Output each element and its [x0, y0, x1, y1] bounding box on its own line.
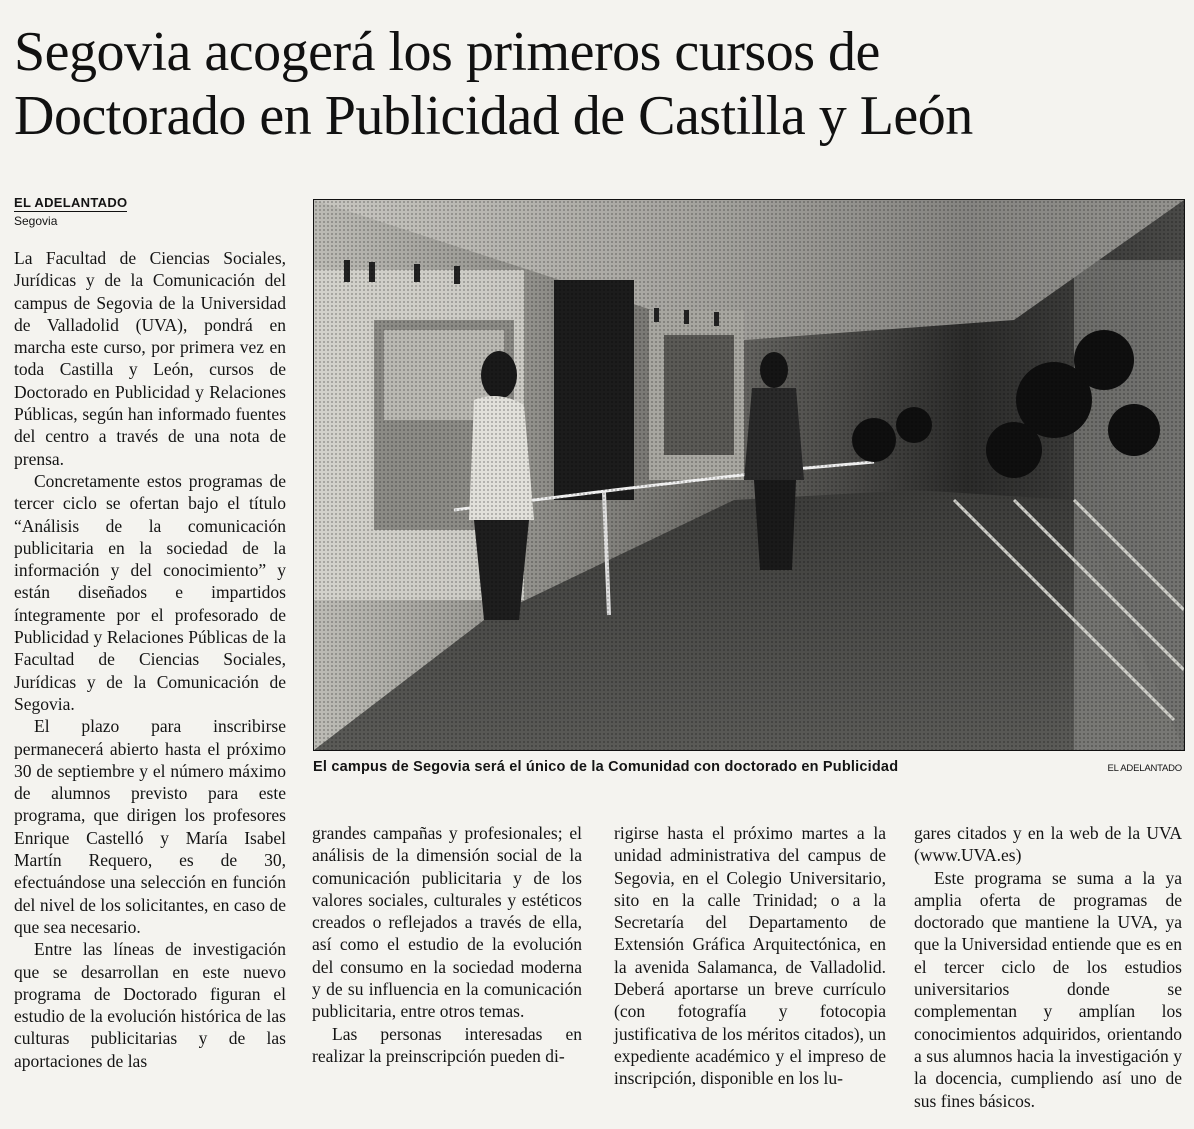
headline [14, 20, 1184, 148]
article-photo [313, 199, 1185, 751]
photo-caption: El campus de Segovia será el único de la Comunidad con doctorado en Publicidad [313, 759, 899, 775]
paragraph: Las personas interesadas en realizar la preinscripción pueden di- [312, 1023, 582, 1066]
paragraph: gares citados y en la web de la UVA (www.UVA.es) [914, 823, 1182, 866]
paragraph: El plazo para inscribirse permanecerá abierto hasta el próximo 30 de septiembre y el número máximo de alumnos previsto para este programa, que dirigen los profesores Enrique Castelló y María Isabel Martín Requero, es de 30, efectuándose una selección en función del nivel de los solicitantes, en caso de que sea necesario. [14, 716, 286, 937]
photo-credit: EL ADELANTADO [1107, 763, 1182, 774]
article-column-2 [312, 822, 582, 1067]
paragraph: grandes campañas y profesionales; el análisis de la dimensión social de la comunicación publicitaria y de los valores sociales, culturales y estéticos creados o reflejados a través de ella, así como el estudio de la evolución del consumo en la sociedad moderna y de su influencia en la comunicación publicitaria, entre otros temas. [312, 823, 582, 1022]
article-column-1 [14, 247, 286, 1072]
byline-agency: EL ADELANTADO [14, 195, 128, 210]
paragraph: Concretamente estos programas de tercer ciclo se ofertan bajo el título “Análisis de la comunicación publicitaria en la sociedad de la información y del conocimiento” y están diseñados e impartidos íntegramente por el profesorado de Publicidad y Relaciones Públicas de la Facultad de Ciencias Sociales, Jurídicas y de la Comunicación de Segovia. [14, 470, 286, 714]
paragraph: La Facultad de Ciencias Sociales, Jurídicas y de la Comunicación del campus de Segovia de la Universidad de Valladolid (UVA), pondrá en marcha este curso, por primera vez en toda Castilla y León, cursos de Doctorado en Publicidad y Relaciones Públicas, según han informado fuentes del centro a través de una nota de prensa. [14, 248, 286, 469]
paragraph: Entre las líneas de investigación que se desarrollan en este nuevo programa de Doctorado figuran el estudio de la evolución histórica de las culturas publicitarias y de las aportaciones de las [14, 939, 286, 1071]
paragraph: Este programa se suma a la ya amplia oferta de programas de doctorado que mantiene la UVA, ya que la Universidad entiende que es en el tercer ciclo de los estudios universitarios donde se complementan y amplían los conocimientos adquiridos, orientando a sus alumnos hacia la investigación y la docencia, cumpliendo así uno de sus fines básicos. [914, 867, 1182, 1111]
paragraph: rigirse hasta el próximo martes a la unidad administrativa del campus de Segovia, en el Colegio Universitario, sito en la calle Trinidad; o a la Secretaría del Departamento de Extensión Gráfica Arquitectónica, en la avenida Salamanca, de Valladolid. Deberá aportarse un breve currículo (con fotografía y fotocopia justificativa de los méritos citados), un expediente académico y el impreso de inscripción, disponible en los lu- [614, 823, 886, 1089]
byline [14, 194, 134, 228]
headline-line-1: Segovia acogerá los primeros cursos de [14, 21, 880, 83]
campus-corridor-photo [314, 200, 1184, 750]
article-column-3 [614, 822, 886, 1090]
headline-line-2: Doctorado en Publicidad de Castilla y León [14, 85, 973, 147]
byline-city: Segovia [14, 214, 58, 228]
article-column-4 [914, 822, 1182, 1112]
